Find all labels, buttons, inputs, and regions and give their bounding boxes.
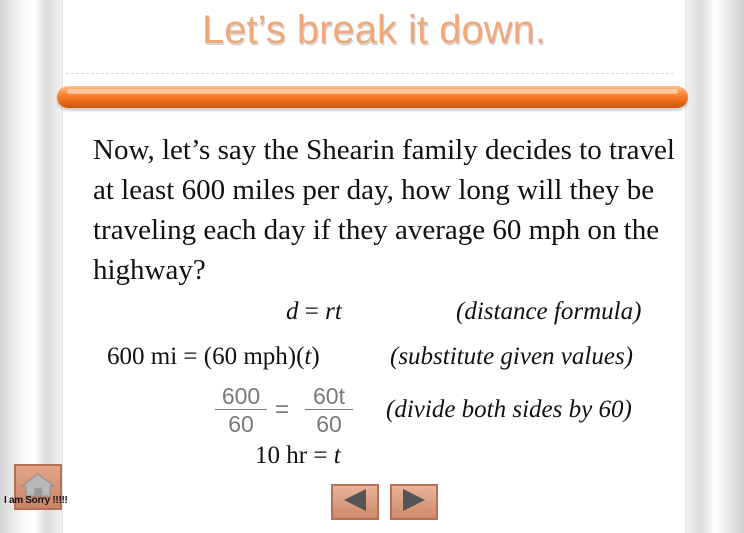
fraction-left-bar (215, 409, 267, 410)
fraction-right-denominator: 60 (316, 411, 342, 437)
title-divider (66, 73, 674, 74)
close-paren: ) (311, 343, 320, 370)
result-equation (255, 442, 341, 470)
slide-title: Let’s break it down. (202, 8, 546, 52)
note-substitute: (substitute given values) (390, 343, 633, 370)
var-rt: rt (325, 298, 342, 325)
note-divide: (divide both sides by 60) (386, 396, 632, 423)
var-t: t (304, 343, 312, 370)
fraction-right-bar (305, 409, 353, 410)
fraction-left (215, 384, 267, 436)
triangle-left-icon (340, 487, 370, 518)
result-lhs: 10 hr = (255, 442, 334, 469)
equals-sign: = (298, 298, 326, 325)
problem-text: Now, let’s say the Shearin family decides to travel at least 600 miles per day, how long will they be traveling each day if they average 60 mph on the highway? (93, 134, 675, 286)
next-slide-button[interactable] (390, 484, 438, 520)
note-distance-formula: (distance formula) (456, 298, 642, 325)
title-band (63, 0, 685, 74)
right-decor-panel (686, 0, 744, 533)
fraction-left-numerator: 600 (221, 383, 261, 409)
fraction-equals: = (275, 396, 290, 423)
equation-lhs: 600 mi = (60 mph)( (107, 343, 305, 370)
previous-slide-button[interactable] (331, 484, 379, 520)
fraction-right-numerator: 60t (313, 383, 345, 409)
distance-formula (286, 298, 342, 326)
sorry-caption: I am Sorry !!!!! (4, 495, 68, 506)
fraction-right (305, 384, 353, 436)
fraction-left-denominator: 60 (228, 411, 254, 437)
result-var-t: t (333, 442, 341, 469)
triangle-right-icon (399, 487, 429, 518)
accent-bar (57, 86, 688, 108)
left-divider (62, 0, 63, 533)
var-d: d (286, 298, 299, 325)
left-decor-panel (0, 0, 62, 533)
substitution-equation (107, 343, 320, 371)
